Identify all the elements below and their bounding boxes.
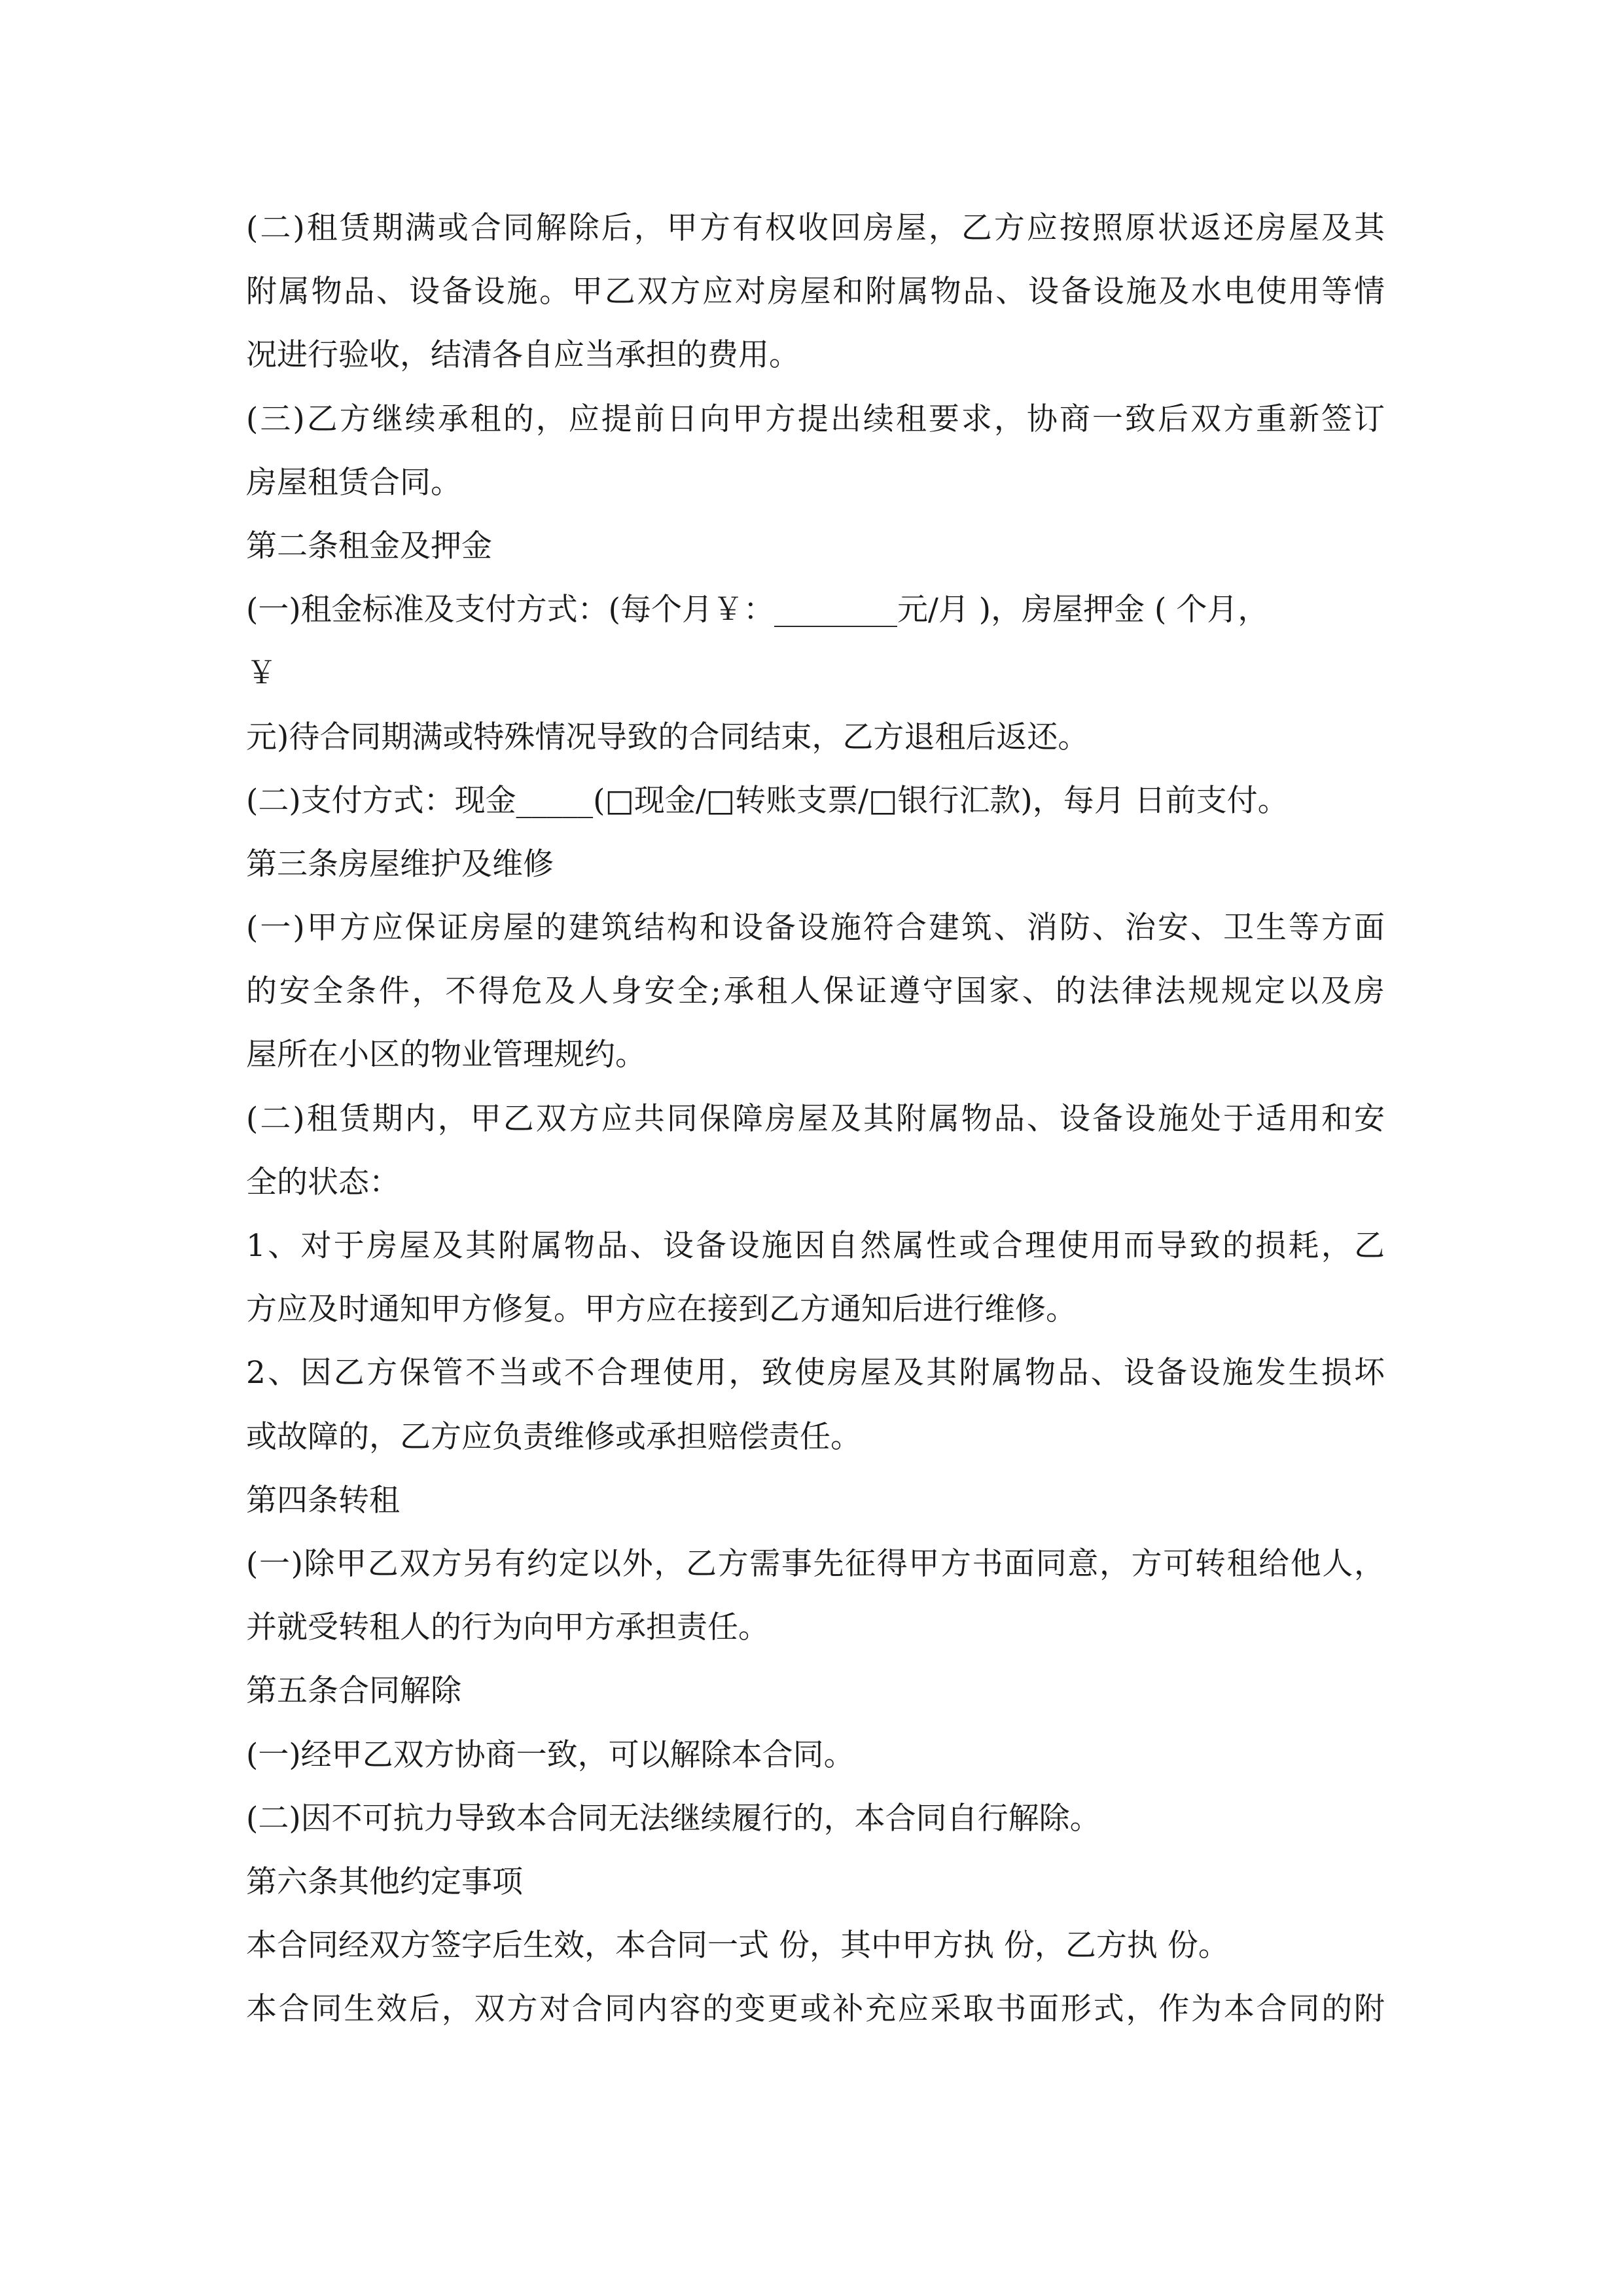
text-line: 附属物品、设备设施。甲乙双方应对房屋和附属物品、设备设施及水电使用等情: [246, 274, 1385, 310]
text-line: (三)乙方继续承租的，应提前日向甲方提出续租要求，协商一致后双方重新签订: [246, 401, 1385, 437]
text-line: (二)支付方式：现金_____(□现金/□转账支票/□银行汇款)，每月 日前支付。: [246, 782, 1289, 819]
text-line: 全的状态：: [246, 1164, 400, 1200]
text-line: (一)租金标准及支付方式：(每个月￥：________元/月 )，房屋押金 ( 个月，: [246, 592, 1269, 628]
contract-text: [246, 196, 1385, 2041]
text-line: 2、因乙方保管不当或不合理使用，致使房屋及其附属物品、设备设施发生损坏: [246, 1355, 1385, 1391]
section-heading: 第五条合同解除: [246, 1673, 461, 1710]
text-line: 本合同经双方签字后生效，本合同一式 份，其中甲方执 份，乙方执 份。: [246, 1928, 1229, 1964]
section-heading: 第六条其他约定事项: [246, 1863, 523, 1900]
text-line: ￥: [246, 655, 277, 692]
text-line: (二)租赁期内，甲乙双方应共同保障房屋及其附属物品、设备设施处于适用和安: [246, 1100, 1385, 1137]
text-line: 本合同生效后，双方对合同内容的变更或补充应采取书面形式，作为本合同的附: [246, 1991, 1385, 2028]
section-heading: 第二条租金及押金: [246, 528, 492, 564]
text-line: 或故障的，乙方应负责维修或承担赔偿责任。: [246, 1418, 861, 1455]
text-line: (一)除甲乙双方另有约定以外，乙方需事先征得甲方书面同意，方可转租给他人，: [246, 1545, 1385, 1582]
text-line: (二)因不可抗力导致本合同无法继续履行的，本合同自行解除。: [246, 1800, 1101, 1837]
text-line: 1、对于房屋及其附属物品、设备设施因自然属性或合理使用而导致的损耗，乙: [246, 1228, 1385, 1264]
section-heading: 第四条转租: [246, 1482, 400, 1518]
section-heading: 第三条房屋维护及维修: [246, 846, 554, 882]
text-line: (一)经甲乙双方协商一致，可以解除本合同。: [246, 1736, 855, 1773]
text-line: 房屋租赁合同。: [246, 464, 461, 501]
text-line: 方应及时通知甲方修复。甲方应在接到乙方通知后进行维修。: [246, 1291, 1077, 1328]
text-line: (一)甲方应保证房屋的建筑结构和设备设施符合建筑、消防、治安、卫生等方面: [246, 910, 1385, 946]
text-line: 的安全条件，不得危及人身安全;承租人保证遵守国家、的法律法规规定以及房: [246, 973, 1385, 1010]
text-line: 元)待合同期满或特殊情况导致的合同结束，乙方退租后返还。: [246, 719, 1089, 755]
text-line: 屋所在小区的物业管理规约。: [246, 1037, 646, 1073]
text-line: (二)租赁期满或合同解除后，甲方有权收回房屋，乙方应按照原状返还房屋及其: [246, 210, 1385, 246]
text-line: 并就受转租人的行为向甲方承担责任。: [246, 1609, 769, 1646]
text-line: 况进行验收，结清各自应当承担的费用。: [246, 337, 800, 374]
